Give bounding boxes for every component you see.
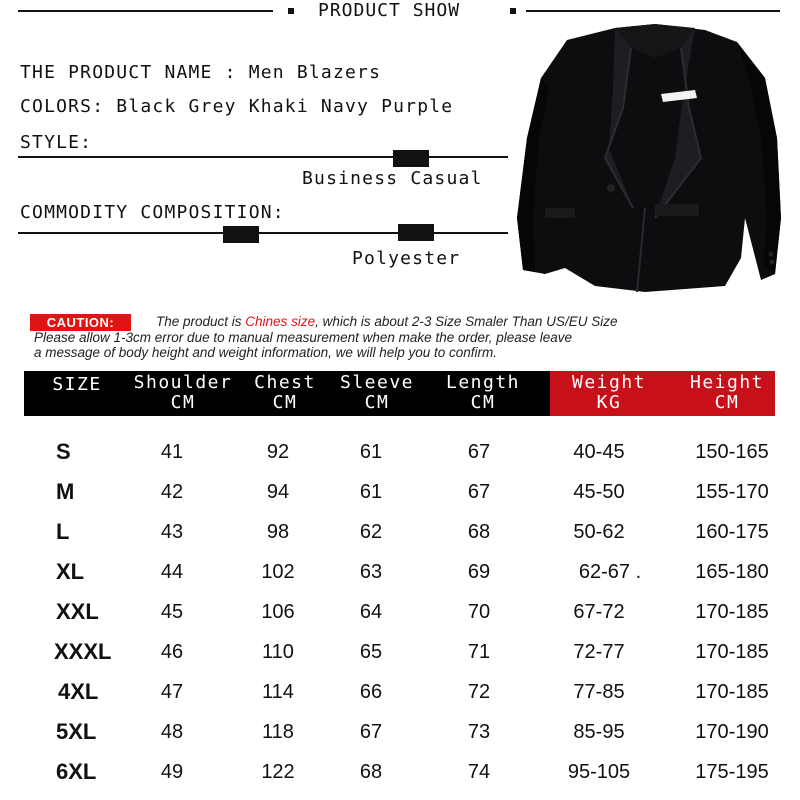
height-cell: 170-185 xyxy=(695,681,769,703)
sleeve-cell: 63 xyxy=(359,561,383,583)
header-chest xyxy=(248,373,322,413)
chest-cell: 98 xyxy=(266,521,290,543)
sleeve-cell: 64 xyxy=(359,601,383,623)
table-row xyxy=(0,512,800,552)
table-row xyxy=(0,472,800,512)
caution-line-3: a message of body height and weight information, we will help you to confirm. xyxy=(34,345,498,360)
header-weight xyxy=(564,373,654,413)
weight-cell: 72-77 xyxy=(573,641,625,663)
size-table-header xyxy=(24,371,775,416)
length-cell: 73 xyxy=(467,721,491,743)
shoulder-cell: 41 xyxy=(160,441,184,463)
header-height-unit: CM xyxy=(714,392,740,413)
weight-cell: 77-85 xyxy=(573,681,625,703)
length-cell: 71 xyxy=(467,641,491,663)
caution-line-2: Please allow 1-3cm error due to manual measurement when make the order, please leave xyxy=(34,330,573,345)
height-cell: 170-185 xyxy=(695,601,769,623)
sleeve-cell: 62 xyxy=(359,521,383,543)
banner-rule-right xyxy=(526,10,780,12)
header-length-unit: CM xyxy=(470,392,496,413)
size-cell: 5XL xyxy=(56,719,97,744)
header-size-title: SIZE xyxy=(52,374,102,395)
chest-cell: 92 xyxy=(266,441,290,463)
sleeve-cell: 61 xyxy=(359,441,383,463)
banner-title: PRODUCT SHOW xyxy=(318,0,461,21)
shoulder-cell: 45 xyxy=(160,601,184,623)
table-row xyxy=(0,432,800,472)
header-shoulder-title: Shoulder xyxy=(133,372,233,393)
shoulder-cell: 44 xyxy=(160,561,184,583)
blazer-photo xyxy=(505,18,795,298)
header-height xyxy=(682,373,772,413)
length-cell: 74 xyxy=(467,761,491,783)
length-cell: 67 xyxy=(467,481,491,503)
sleeve-cell: 61 xyxy=(359,481,383,503)
chest-cell: 114 xyxy=(262,681,294,703)
chest-cell: 106 xyxy=(261,601,295,623)
chest-cell: 94 xyxy=(266,481,290,503)
composition-marker-left xyxy=(223,226,259,243)
size-cell: M xyxy=(56,479,75,504)
caution-badge: CAUTION: xyxy=(30,314,131,331)
table-row xyxy=(0,752,800,792)
size-cell: XXXL xyxy=(54,639,112,664)
weight-cell: 67-72 xyxy=(573,601,625,623)
sleeve-cell: 66 xyxy=(359,681,383,703)
style-rule xyxy=(18,156,508,158)
table-row xyxy=(0,632,800,672)
composition-value: Polyester xyxy=(352,248,461,269)
table-row xyxy=(0,592,800,632)
length-cell: 67 xyxy=(467,441,491,463)
header-weight-unit: KG xyxy=(596,392,622,413)
height-cell: 175-195 xyxy=(695,761,769,783)
chest-cell: 110 xyxy=(262,641,294,663)
chest-cell: 122 xyxy=(261,761,295,783)
style-label: STYLE: xyxy=(20,132,93,153)
chest-cell: 118 xyxy=(262,721,294,743)
header-length xyxy=(438,373,528,413)
product-colors: COLORS: Black Grey Khaki Navy Purple xyxy=(20,96,454,117)
composition-marker-right xyxy=(398,224,434,241)
banner-square-left xyxy=(288,8,294,14)
weight-cell: 50-62 xyxy=(573,521,625,543)
weight-cell: 85-95 xyxy=(573,721,625,743)
header-sleeve-title: Sleeve xyxy=(339,372,415,393)
sleeve-cell: 68 xyxy=(359,761,383,783)
chest-cell: 102 xyxy=(261,561,295,583)
caution-highlight: Chines size xyxy=(245,314,316,329)
shoulder-cell: 42 xyxy=(160,481,184,503)
size-cell: XXL xyxy=(56,599,99,624)
height-cell: 160-175 xyxy=(695,521,769,543)
banner-square-right xyxy=(510,8,516,14)
size-cell: 6XL xyxy=(56,759,97,784)
header-shoulder-unit: CM xyxy=(170,392,196,413)
weight-cell: 62-67 . xyxy=(578,561,642,583)
shoulder-cell: 48 xyxy=(160,721,184,743)
composition-label: COMMODITY COMPOSITION: xyxy=(20,202,285,223)
sleeve-cell: 67 xyxy=(359,721,383,743)
composition-rule xyxy=(18,232,508,234)
header-shoulder xyxy=(128,373,238,413)
height-cell: 155-170 xyxy=(695,481,769,503)
table-row xyxy=(0,672,800,712)
height-cell: 150-165 xyxy=(695,441,769,463)
length-cell: 68 xyxy=(467,521,491,543)
header-sleeve xyxy=(334,373,420,413)
sleeve-cell: 65 xyxy=(359,641,383,663)
caution-line-1 xyxy=(156,314,617,329)
length-cell: 69 xyxy=(467,561,491,583)
header-length-title: Length xyxy=(445,372,521,393)
header-chest-unit: CM xyxy=(272,392,298,413)
shoulder-cell: 43 xyxy=(160,521,184,543)
header-size xyxy=(32,375,122,395)
length-cell: 72 xyxy=(467,681,491,703)
weight-cell: 40-45 xyxy=(573,441,625,463)
header-height-title: Height xyxy=(689,372,765,393)
weight-cell: 95-105 xyxy=(567,761,631,783)
size-cell: XL xyxy=(56,559,85,584)
height-cell: 170-185 xyxy=(695,641,769,663)
header-weight-title: Weight xyxy=(571,372,647,393)
height-cell: 165-180 xyxy=(695,561,769,583)
caution-line-1-post: , which is about 2-3 Size Smaler Than US/EU Size xyxy=(315,314,618,329)
length-cell: 70 xyxy=(467,601,491,623)
shoulder-cell: 46 xyxy=(160,641,184,663)
size-cell: S xyxy=(56,439,71,464)
banner-rule-left xyxy=(18,10,273,12)
shoulder-cell: 49 xyxy=(160,761,184,783)
style-value: Business Casual xyxy=(302,168,483,189)
table-row xyxy=(0,552,800,592)
style-marker xyxy=(393,150,429,167)
size-cell: 4XL xyxy=(58,679,99,704)
weight-cell: 45-50 xyxy=(573,481,625,503)
header-sleeve-unit: CM xyxy=(364,392,390,413)
header-chest-title: Chest xyxy=(254,372,316,393)
table-row xyxy=(0,712,800,752)
size-cell: L xyxy=(56,519,70,544)
product-name: THE PRODUCT NAME : Men Blazers xyxy=(20,62,382,83)
caution-line-1-pre: The product is xyxy=(156,314,246,329)
height-cell: 170-190 xyxy=(695,721,769,743)
shoulder-cell: 47 xyxy=(160,681,184,703)
